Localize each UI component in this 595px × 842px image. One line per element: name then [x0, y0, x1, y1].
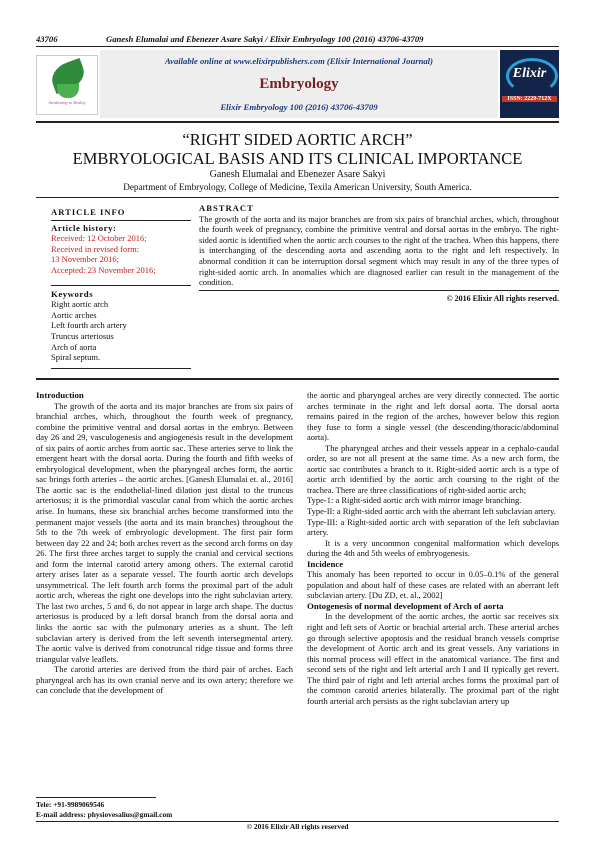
paragraph: The growth of the aorta and its major branches are from six pairs of branchial arches, which, throughout the fourth week of pregnancy, combine the primitive ventral and dorsal aortas in the embryo. Between day 26 and 29, vasculogenesis and angiogenesis result in the development of six pairs of aortic arches from aortic sac. These arteries serve to link the emergent heart with the dorsal aorta. During the fourth and fifth weeks of embryological development, when the pharyngeal arches form, the aortic sac brings forth arteries – the aortic arches. [Ganesh Elumalai et. al., 2016] The aortic sac is the endothelial-lined dilation just distal to the truncus arteriosus; it is the primordial vascular canal from which the aortic arches arise. In humans, these six branchial arches become transformed into the permanent major vessels (the aorta and its main branches) throughout the 5th to the 7th week of embryologic development. The first pair form between day 22 and 24; both arches revert as the second arch forms on day 26. The first three arches target to supply the cranial and cervical sections and form the internal carotid artery among others. The external carotid artery arises later as a separate vessel. The fourth aortic arch develops unsymmetrical. The left fourth arch forms the proximal part of the adult aortic arch, whereas the right one develops into the right subclavian artery. The last two arches, 5 and 6, do not appear in large arch shape. The ductus arteriosus is produced by a left dorsal branch from the dorsal aorta and links the aortic sac with the pulmonary arteries as a shunt. The left subclavian artery is derived from the left seventh intersegmental artery. The aortic valve is derived from conotruncal ridge tissue and forms three triangular valve leaflets.: [36, 400, 293, 664]
keyword-item: Truncus arteriosus: [51, 330, 114, 341]
logo-brand: Elixir: [512, 66, 547, 81]
title-rule: [36, 197, 559, 198]
footer-copyright: © 2016 Elixir All rights reserved: [246, 822, 349, 831]
paragraph: It is a very uncommon congenital malformation which develops during the 4th and 5th weeks of embryogenesis.: [307, 537, 559, 559]
header-rule: [36, 46, 559, 47]
revised-label: Received in revised form:: [51, 243, 140, 254]
journal-citation: Elixir Embryology 100 (2016) 43706-43709: [220, 102, 378, 112]
banner-rule: [36, 121, 559, 123]
paragraph: The carotid arteries are derived from the third pair of arches. Each pharyngeal arch has its own cranial nerve and its own artery; therefore we can conclude that the development of: [36, 664, 293, 696]
paragraph: In the development of the aortic arches, the aortic sac receives six right and left sets of Aortic or brachial arterial arch. These arterial arches go through selective apoptosis and the residual branch vessels comprise the development of Aortic arch and its great vessels. Any variations in this normal process will effect in the anatomical variance. The first and second sets of the right and left arterial arch I and II typically get revert. The third pair of right and left arterial arches forms the proximal part of the common carotid arteries bilaterally. The proximal part of the right fourth arterial arch persists as the right subclavian artery up: [307, 611, 559, 706]
affiliation: Department of Embryology, College of Medicine, Texila American University, South America.: [123, 182, 472, 192]
type-2-item: Type-II: a Right-sided aortic arch with the aberrant left subclavian artery.: [307, 506, 556, 517]
elixir-logo: [500, 50, 559, 118]
type-3-item: Type-III: a Right-sided aortic arch with separation of the left subclavian artery.: [307, 516, 559, 538]
author-list: Ganesh Elumalai and Ebenezer Asare Sakyi: [209, 169, 386, 180]
footer: [36, 800, 559, 832]
paragraph: The pharyngeal arches and their vessels appear in a cephalo-caudal order, so are not all present at the same time. As a new arch form, the aortic sac contributes a branch to it. Right-sided aortic arch is a type of aortic arch identified by the aortic arch coursing to the right of the trachea. There are three classifications of right-sided aortic arch;: [307, 442, 559, 495]
introduction-heading: Introduction: [36, 390, 84, 400]
body-column-1: [36, 390, 293, 696]
history-heading: Article history:: [51, 222, 117, 233]
type-1-item: Type-1: a Right-sided aortic arch with mirror image branching.: [307, 495, 522, 506]
title-line-2: EMBRYOLOGICAL BASIS AND ITS CLINICAL IMPORTANCE: [72, 149, 523, 168]
keyword-item: Spiral septum.: [51, 352, 101, 363]
abstract-text: The growth of the aorta and its major branches are from six pairs of branchial arches, which, throughout the fourth week of pregnancy, combine the primitive ventral and dorsal aortas in the embryo. The right-sided aortic is identified when the aortic arch courses to the right of the trachea. When this happens, there is interchanging of the descending aorta and ascending aorta to the right and left respectively. In abnormal condition it can be interruption dorsal segment which may result in any of the three types of right-sided aortic arch. In anomalies which are diagnosed earlier can result in the management of the condition.: [199, 213, 559, 288]
accepted-date: Accepted: 23 November 2016;: [51, 264, 156, 275]
title-line-1: “RIGHT SIDED AORTIC ARCH”: [182, 130, 413, 149]
article-title: [36, 130, 559, 168]
hand-icon: [57, 84, 79, 98]
abstract-copyright: © 2016 Elixir All rights reserved.: [446, 293, 559, 303]
publisher-logo: [36, 55, 98, 115]
email-address[interactable]: E-mail address: physiovesalius@gmail.com: [36, 810, 173, 819]
article-info: [51, 207, 191, 372]
keyword-item: Right aortic arch: [51, 299, 109, 310]
journal-name: Embryology: [259, 76, 339, 92]
abstract-heading: ABSTRACT: [199, 203, 254, 213]
ontogenesis-heading: Ontogenesis of normal development of Arch of aorta: [307, 600, 504, 611]
keyword-item: Left fourth arch artery: [51, 320, 127, 331]
abstract: [199, 203, 559, 304]
keyword-item: Arch of aorta: [51, 341, 97, 352]
received-date: Received: 12 October 2016;: [51, 233, 147, 244]
article-info-heading: ARTICLE INFO: [51, 207, 126, 217]
footnote-rule: [36, 797, 156, 798]
keyword-list: [51, 299, 191, 363]
incidence-heading: Incidence: [307, 558, 344, 569]
abstract-rule: [199, 290, 559, 291]
running-title: Ganesh Elumalai and Ebenezer Asare Sakyi / Elixir Embryology 100 (2016) 43706-43709: [106, 34, 424, 44]
keywords-end-rule: [51, 368, 191, 369]
paragraph: the aortic and pharyngeal arches are very directly connected. The aortic arches terminate in the right and left dorsal aorta. The dorsal aorta remains paired in the region of the arches, however below this region they fuse to form a single vessel (the descending/thoracic/abdominal aorta).: [307, 390, 559, 443]
paragraph: This anomaly has been reported to occur in 0.05–0.1% of the general population and about half of these cases are related with an aberrant left subclavian artery. [Du ZD, et. al., 2002]: [307, 569, 559, 601]
banner-center: [100, 50, 498, 118]
body-rule: [36, 378, 559, 380]
info-rule: [51, 220, 191, 221]
page-number: 43706: [36, 34, 58, 44]
logo-caption: Awakening to Reality: [48, 100, 86, 105]
body-column-2: [307, 390, 559, 706]
issn-badge: ISSN: 2229-712X: [502, 96, 557, 102]
keywords-rule: [51, 285, 191, 286]
journal-banner: [36, 50, 559, 118]
availability-line[interactable]: Available online at www.elixirpublishers.com (Elixir International Journal): [165, 56, 433, 66]
telephone: Tele: +91-9989069546: [36, 800, 105, 809]
keyword-item: Aortic arches: [51, 309, 97, 320]
revised-date: 13 November 2016;: [51, 254, 119, 265]
keywords-heading: Keywords: [51, 288, 94, 299]
